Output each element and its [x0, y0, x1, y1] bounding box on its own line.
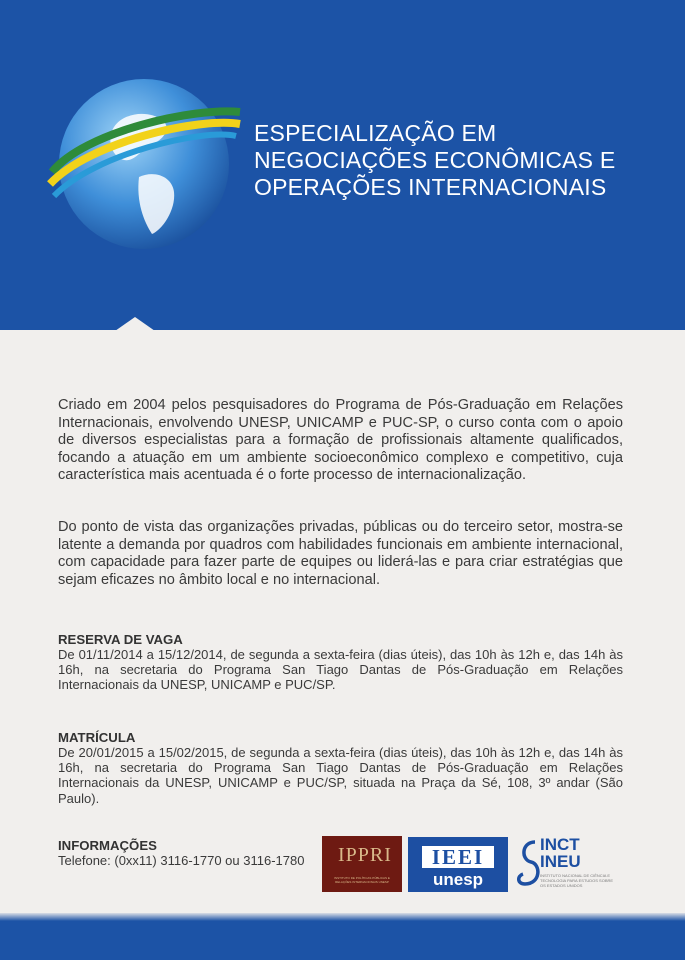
reserva-text: De 01/11/2014 a 15/12/2014, de segunda a sexta-feira (dias úteis), das 10h às 12h e, das 14h às 16h, na secretaria do Programa San Tiago Dantas de Pós-Graduação em Relações Internacionais da UNESP, UNICAMP e PUC/SP.	[58, 647, 623, 693]
reserva-title: RESERVA DE VAGA	[58, 632, 183, 647]
footer-fade	[0, 913, 685, 921]
inct-ineu-text	[540, 836, 581, 870]
footer-band	[0, 913, 685, 960]
ieei-unesp-logo	[408, 837, 508, 892]
page-title	[254, 120, 615, 201]
context-paragraph: Do ponto de vista das organizações privadas, públicas ou do terceiro setor, mostra-se latente a demanda por quadros com habilidades funcionais em ambiente internacional, com capacidade para fazer parte de equipes ou liderá-las e para criar estratégias que sejam eficazes no âmbito local e no internacional.	[58, 519, 623, 588]
title-line-1: ESPECIALIZAÇÃO EM	[254, 120, 497, 146]
phone-text: Telefone: (0xx11) 3116-1770 ou 3116-1780	[58, 853, 305, 868]
inct-subtitle: INSTITUTO NACIONAL DE CIÊNCIA E TECNOLOGIA PARA ESTUDOS SOBRE OS ESTADOS UNIDOS	[540, 873, 614, 888]
ippri-logo	[322, 836, 402, 892]
ippri-letters: IPPRI	[338, 844, 392, 866]
matricula-section	[58, 730, 623, 806]
inct-mark-icon	[515, 838, 543, 888]
reserva-section	[58, 632, 623, 693]
matricula-title: MATRÍCULA	[58, 730, 136, 745]
title-line-3: OPERAÇÕES INTERNACIONAIS	[254, 174, 607, 200]
informacoes-title: INFORMAÇÕES	[58, 838, 157, 853]
inct-line2: INEU	[540, 852, 581, 871]
unesp-label: unesp	[432, 870, 484, 889]
header-banner	[0, 0, 685, 330]
matricula-text: De 20/01/2015 a 15/02/2015, de segunda a sexta-feira (dias úteis), das 10h às 12h e, das 14h às 16h, na secretaria do Programa San Tiago Dantas de Pós-Graduação em Relações Internacionais da UNESP, UNICAMP e PUC/SP, situada na Praça da Sé, 108, 3º andar (São Paulo).	[58, 745, 623, 806]
intro-paragraph: Criado em 2004 pelos pesquisadores do Programa de Pós-Graduação em Relações Internacionais, envolvendo UNESP, UNICAMP e PUC-SP, o curso conta com o apoio de diversos especialistas para a formação de profissionais altamente qualificados, focando a atuação em um ambiente socioeconômico complexo e competitivo, cuja característica mais acentuada é o forte processo de internacionalização.	[58, 397, 623, 484]
title-line-2: NEGOCIAÇÕES ECONÔMICAS E	[254, 147, 616, 173]
informacoes-section	[58, 838, 304, 868]
globe-icon	[44, 72, 244, 252]
inct-ineu-logo	[515, 836, 625, 896]
ippri-subtitle: INSTITUTO DE POLÍTICAS PÚBLICAS E RELAÇÕES INTERNACIONAIS UNESP	[334, 876, 390, 884]
header-notch	[115, 317, 155, 331]
inct-line1: INCT	[540, 835, 580, 854]
ieei-label: IEEI	[422, 846, 494, 868]
